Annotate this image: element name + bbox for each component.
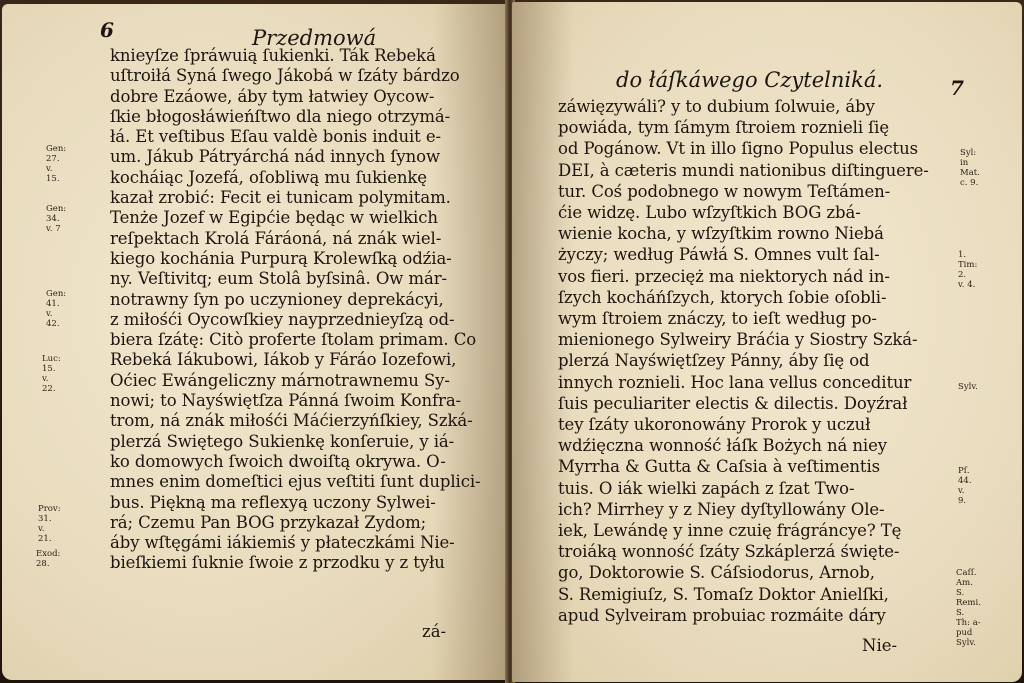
text-line: łá. Et veſtibus Eſau valdè bonis induit e- (110, 127, 441, 147)
text-line: vos fieri. przecięż ma niektorych nád in- (558, 266, 890, 286)
text-line: wym ſtroiem znáczy, to ieſt według po- (558, 309, 877, 329)
text-line: biera ſzátę: Citò proferte ſtolam primam. Co (110, 330, 477, 350)
text-line: iek, Lewándę y inne czuię frágráncye? Tę (558, 521, 902, 541)
catchword: Nie- (862, 636, 898, 655)
catchword: zá- (422, 622, 447, 641)
text-line: kocháiąc Jozefá, oſobliwą mu ſukienkę (110, 167, 427, 187)
text-line: ich? Mirrhey y z Niey dyſtyllowány Ole- (558, 499, 885, 519)
margin-note: Sylv. (958, 382, 978, 392)
text-line: ſuis peculiariter electis & dilectis. Doyźrał (558, 393, 908, 413)
text-line: ko domowych ſwoich dwoiſtą okrywa. O- (110, 451, 446, 471)
margin-note: 1. Tim: 2. v. 4. (958, 250, 978, 290)
text-line: trom, ná znák miłośći Máćierzyńſkiey, Szká- (110, 411, 473, 431)
text-line: tur. Coś podobnego w nowym Teſtámen- (558, 181, 891, 201)
text-line: záwięzywáli? y to dubium ſolwuie, áby (558, 97, 875, 116)
text-line: tey ſzáty ukoronowány Prorok y uczuł (558, 415, 871, 435)
text-line: z miłośći Oycowſkiey nayprzednieyſzą od- (110, 309, 455, 329)
text-line: S. Remigiuſz, S. Tomaſz Doktor Anielſki, (558, 584, 889, 604)
margin-note: Gen: 41. v. 42. (46, 289, 67, 329)
text-line: áby wſtęgámi iákiemiś y płateczkámi Nie- (110, 533, 455, 553)
text-line: powiáda, tym ſámym ſtroiem roznieli ſię (558, 118, 889, 138)
text-line: nowi; to Nayświętſza Pánná ſwoim Konfra- (110, 391, 462, 411)
text-column (110, 46, 481, 574)
text-line: innych roznieli. Hoc lana vellus conceditur (558, 372, 912, 392)
right-page (512, 2, 1022, 682)
text-line: DEI, à cæteris mundi nationibus diſtinguere- (558, 160, 929, 180)
margin-note: Luc: 15. v. 22. (42, 354, 61, 394)
text-line: plerzá Swiętego Sukienkę konſeruie, y iá- (110, 431, 455, 451)
text-line: reſpektach Krolá Fáráoná, ná znák wiel- (110, 228, 442, 248)
running-head: do łáſkáwego Czytelniká. (616, 68, 884, 92)
text-line: mnes enim domeſtici ejus veſtiti ſunt duplici- (110, 472, 481, 492)
text-line: mienionego Sylweiry Bráćia y Siostry Szká- (558, 330, 918, 350)
text-line: notrawny ſyn po uczynioney deprekácyi, (110, 289, 444, 309)
text-line: um. Jákub Pátryárchá nád innych ſynow (110, 147, 441, 167)
text-line: wdźięczna wonność łáſk Bożych ná niey (558, 436, 887, 456)
text-line: Rebeká Iákubowi, Iákob y Fáráo Iozefowi, (110, 350, 457, 370)
text-line: uſtroiłá Syná ſwego Jákobá w ſzáty bárdzo (110, 66, 460, 86)
text-line: dobre Ezáowe, áby tym łatwiey Oycow- (110, 86, 435, 106)
text-line: kiego kochánia Purpurą Krolewſką odźia- (110, 248, 452, 268)
margin-note: Exod: 28. (36, 549, 61, 569)
text-line: plerzá Nayświętſzey Pánny, áby ſię od (558, 351, 870, 371)
text-line: Tenże Jozef w Egipćie będąc w wielkich (110, 208, 438, 228)
text-line: bieſkiemi ſuknie ſwoie z przodku y z tyłu (110, 553, 445, 573)
text-line: ćie widzę. Lubo wſzyſtkich BOG zbá- (558, 203, 861, 223)
margin-note: Syl: in Mat. c. 9. (960, 148, 980, 188)
left-page (2, 4, 508, 680)
page-number: 6 (100, 18, 114, 42)
text-line: go, Doktorowie S. Cáſsiodorus, Arnob, (558, 563, 875, 583)
text-line: Oćiec Ewángeliczny márnotrawnemu Sy- (110, 370, 450, 390)
text-line: tuis. O iák wielki zapách z ſzat Two- (558, 478, 855, 498)
margin-note: Gen: 27. v. 15. (46, 144, 67, 184)
margin-note: Gen: 34. v. 7 (46, 204, 67, 234)
text-line: apud Sylveiram probuiac rozmáite dáry (558, 605, 886, 625)
text-column (558, 96, 929, 626)
text-line: ſkie błogosłáwieńſtwo dla niego otrzymá- (110, 106, 451, 126)
text-line: bus. Piękną ma reflexyą uczony Sylwei- (110, 492, 436, 512)
text-line: kazał zrobić: Fecit ei tunicam polymitam. (110, 188, 451, 208)
text-line: wienie kocha, y wſzyſtkim rowno Niebá (558, 224, 884, 244)
text-line: życzy; według Páwłá S. Omnes vult ſal- (558, 245, 880, 265)
running-head: Przedmowá (252, 26, 377, 50)
page-number: 7 (950, 76, 964, 100)
text-line: ſzych kocháńſzych, ktorych ſobie oſobli- (558, 287, 887, 307)
text-line: troiáką wonność ſzáty Szkáplerzá święte- (558, 542, 900, 562)
text-line: od Pogánow. Vt in illo ſigno Populus electus (558, 139, 918, 159)
text-line: ny. Veſtivitq; eum Stolâ byſsinâ. Ow már- (110, 269, 447, 289)
text-line: knieyſze ſpráwuią ſukienki. Ták Rebeká (110, 46, 436, 65)
margin-note: Prov: 31. v. 21. (38, 504, 61, 544)
text-line: rá; Czemu Pan BOG przykazał Zydom; (110, 512, 427, 532)
text-line: Myrrha & Gutta & Caſsia à veſtimentis (558, 457, 881, 477)
margin-note: Caſſ. Am. S. Remi. S. Th: a- pud Sylv. (956, 568, 981, 648)
margin-note: Pſ. 44. v. 9. (958, 466, 972, 506)
